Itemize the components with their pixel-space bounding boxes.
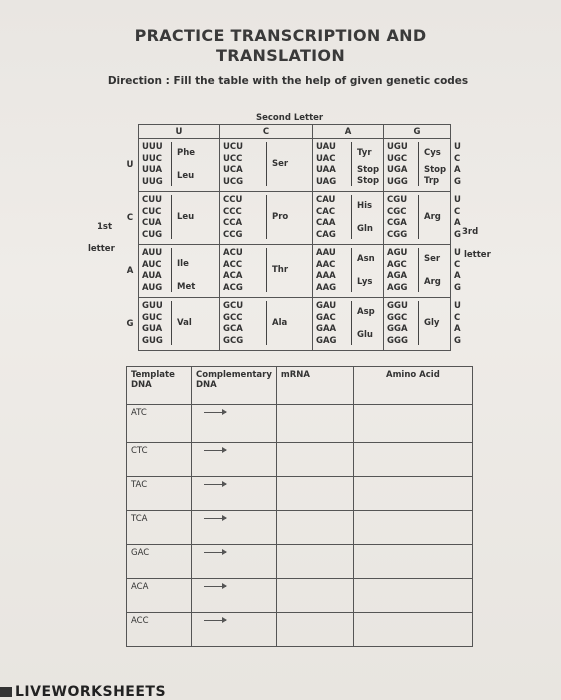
- third-letter-A: A: [454, 324, 461, 334]
- amino-acid-his: His: [357, 200, 373, 211]
- codon-CUA: CUA: [142, 218, 162, 228]
- third-letter-U: U: [454, 195, 461, 205]
- divider-line: [171, 142, 172, 186]
- amino-acid-stop: Stop: [357, 176, 380, 187]
- third-letter-U: U: [454, 248, 461, 258]
- codon-cell-CU: [139, 192, 220, 245]
- amino-acid-stop: Stop: [424, 164, 447, 175]
- template-dna-cell: TAC: [127, 477, 192, 511]
- amino-acid-cell[interactable]: [353, 477, 472, 511]
- codon-UUA: UUA: [142, 165, 163, 175]
- codon-GCA: GCA: [223, 324, 243, 334]
- row-header-G: G: [126, 319, 134, 329]
- template-dna-cell: TCA: [127, 511, 192, 545]
- codon-AGG: AGG: [387, 282, 408, 293]
- work-row: [127, 511, 473, 545]
- codon-UAA: UAA: [316, 165, 336, 175]
- mrna-cell[interactable]: [276, 579, 353, 613]
- codon-AAC: AAC: [316, 259, 336, 270]
- codon-ACG: ACG: [223, 282, 243, 293]
- arrow-icon: [204, 620, 226, 621]
- header-complementary-dna: Complementary DNA: [192, 367, 277, 405]
- codon-UGA: UGA: [387, 165, 408, 175]
- work-row: [127, 443, 473, 477]
- codon-AGC: AGC: [387, 259, 407, 270]
- amino-acid-cell[interactable]: [353, 613, 472, 647]
- codon-cell-AU: [139, 245, 220, 298]
- third-letter-label: 3rd: [462, 227, 479, 237]
- third-letter-G: G: [454, 282, 461, 293]
- footer-text: LIVEWORKSHEETS: [15, 684, 167, 700]
- codon-AUU: AUU: [142, 248, 163, 258]
- divider-line: [266, 301, 267, 345]
- codon-CGC: CGC: [387, 206, 407, 217]
- divider-line: [351, 142, 352, 186]
- complementary-dna-cell[interactable]: [192, 613, 277, 647]
- direction: [98, 74, 478, 88]
- direction-label: Direction :: [107, 75, 170, 87]
- third-letter-C: C: [454, 153, 461, 164]
- arrow-icon: [204, 484, 226, 485]
- codon-cell-AA: [313, 245, 384, 298]
- codon-ACC: ACC: [223, 259, 243, 270]
- codon-cell-UC: [220, 139, 313, 192]
- codon-GUA: GUA: [142, 324, 163, 334]
- amino-acid-cell[interactable]: [353, 405, 472, 443]
- title-line-2: TRANSLATION: [215, 46, 346, 65]
- amino-acid-stop: Stop: [357, 164, 380, 175]
- codon-CAA: CAA: [316, 218, 336, 228]
- divider-line: [171, 248, 172, 292]
- divider-line: [171, 195, 172, 239]
- codon-CCC: CCC: [223, 206, 242, 217]
- codon-cell-UU: [139, 139, 220, 192]
- arrow-icon: [204, 518, 226, 519]
- codon-UUU: UUU: [142, 142, 163, 152]
- row-header-U: U: [126, 160, 134, 170]
- work-row: [127, 545, 473, 579]
- mrna-cell[interactable]: [276, 405, 353, 443]
- divider-line: [351, 248, 352, 292]
- codon-AGA: AGA: [387, 271, 408, 281]
- direction-text: Fill the table with the help of given genetic codes: [173, 75, 469, 87]
- codon-UAG: UAG: [316, 176, 337, 187]
- codon-GAU: GAU: [316, 301, 337, 311]
- divider-line: [418, 248, 419, 292]
- codon-ACA: ACA: [223, 271, 243, 281]
- liveworksheets-logo-icon: [0, 687, 12, 697]
- amino-acid-gly: Gly: [424, 318, 440, 328]
- col-header-U: U: [139, 125, 220, 139]
- codon-AAG: AAG: [316, 282, 337, 293]
- mrna-cell[interactable]: [276, 511, 353, 545]
- codon-UGC: UGC: [387, 153, 408, 164]
- codon-cell-GA: [313, 298, 384, 351]
- amino-acid-leu: Leu: [177, 212, 195, 222]
- amino-acid-tyr: Tyr: [357, 147, 372, 158]
- amino-acid-cell[interactable]: [353, 443, 472, 477]
- mrna-cell[interactable]: [276, 443, 353, 477]
- third-letter-U: U: [454, 301, 461, 311]
- title-line-1: PRACTICE TRANSCRIPTION AND: [134, 26, 427, 45]
- codon-AUA: AUA: [142, 271, 162, 281]
- third-letter-C: C: [454, 259, 461, 270]
- mrna-cell[interactable]: [276, 545, 353, 579]
- arrow-icon: [204, 552, 226, 553]
- divider-line: [171, 301, 172, 345]
- codon-CUG: CUG: [142, 229, 163, 240]
- amino-acid-glu: Glu: [357, 329, 373, 340]
- complementary-dna-cell[interactable]: [192, 443, 277, 477]
- codon-UGG: UGG: [387, 176, 408, 187]
- codon-CAU: CAU: [316, 195, 336, 205]
- template-dna-cell: ACC: [127, 613, 192, 647]
- codon-UCA: UCA: [223, 165, 243, 175]
- codon-CAG: CAG: [316, 229, 336, 240]
- codon-CUC: CUC: [142, 206, 162, 217]
- third-letter-column: [451, 298, 464, 351]
- codon-cell-GU: [139, 298, 220, 351]
- divider-line: [266, 195, 267, 239]
- divider-line: [418, 301, 419, 345]
- third-letter-column: [451, 139, 464, 192]
- codon-table: [122, 124, 463, 351]
- codon-GCU: GCU: [223, 301, 244, 311]
- amino-acid-cell[interactable]: [353, 511, 472, 545]
- work-row: [127, 613, 473, 647]
- complementary-dna-cell[interactable]: [192, 477, 277, 511]
- third-letter-C: C: [454, 206, 461, 217]
- codon-cell-CG: [384, 192, 451, 245]
- codon-GAC: GAC: [316, 312, 336, 323]
- codon-cell-UG: [384, 139, 451, 192]
- codon-CCG: CCG: [223, 229, 243, 240]
- codon-UUC: UUC: [142, 153, 163, 164]
- amino-acid-asp: Asp: [357, 306, 375, 317]
- amino-acid-cell[interactable]: [353, 545, 472, 579]
- divider-line: [418, 142, 419, 186]
- third-letter-label-2: letter: [464, 250, 491, 260]
- work-table: [126, 366, 473, 647]
- arrow-icon: [204, 586, 226, 587]
- codon-GGU: GGU: [387, 301, 408, 311]
- amino-acid-trp: Trp: [424, 176, 440, 187]
- divider-line: [351, 195, 352, 239]
- header-template-dna: Template DNA: [127, 367, 192, 405]
- codon-GAA: GAA: [316, 324, 337, 334]
- amino-acid-cell[interactable]: [353, 579, 472, 613]
- codon-GGC: GGC: [387, 312, 408, 323]
- complementary-dna-cell[interactable]: [192, 405, 277, 443]
- codon-CGU: CGU: [387, 195, 408, 205]
- third-letter-column: [451, 245, 464, 298]
- corner-cell-right: [451, 125, 464, 139]
- work-row: [127, 405, 473, 443]
- codon-GAG: GAG: [316, 335, 337, 346]
- template-dna-cell: ACA: [127, 579, 192, 613]
- corner-cell: [122, 125, 139, 139]
- codon-UUG: UUG: [142, 176, 163, 187]
- third-letter-G: G: [454, 176, 461, 187]
- third-letter-A: A: [454, 271, 461, 281]
- codon-GUC: GUC: [142, 312, 163, 323]
- codon-AGU: AGU: [387, 248, 408, 258]
- third-letter-G: G: [454, 229, 461, 240]
- codon-UAU: UAU: [316, 142, 336, 152]
- header-amino-acid: Amino Acid: [353, 367, 472, 405]
- divider-line: [418, 195, 419, 239]
- amino-acid-ser: Ser: [424, 253, 441, 264]
- col-header-A: A: [313, 125, 384, 139]
- footer-brand: [0, 684, 166, 700]
- amino-acid-leu: Leu: [177, 170, 195, 181]
- amino-acid-pro: Pro: [272, 212, 289, 222]
- divider-line: [266, 248, 267, 292]
- first-letter-label-2: letter: [88, 244, 115, 254]
- amino-acid-phe: Phe: [177, 147, 196, 158]
- codon-UCC: UCC: [223, 153, 243, 164]
- codon-GUU: GUU: [142, 301, 163, 311]
- codon-GGG: GGG: [387, 335, 408, 346]
- amino-acid-val: Val: [177, 318, 192, 328]
- amino-acid-arg: Arg: [424, 212, 441, 222]
- amino-acid-met: Met: [177, 282, 196, 293]
- codon-cell-AG: [384, 245, 451, 298]
- complementary-dna-cell[interactable]: [192, 545, 277, 579]
- template-dna-cell: ATC: [127, 405, 192, 443]
- col-header-C: C: [220, 125, 313, 139]
- codon-GCC: GCC: [223, 312, 243, 323]
- codon-AUG: AUG: [142, 282, 163, 293]
- amino-acid-lys: Lys: [357, 276, 373, 287]
- codon-CUU: CUU: [142, 195, 163, 205]
- third-letter-G: G: [454, 335, 461, 346]
- amino-acid-ser: Ser: [272, 159, 289, 169]
- codon-UCG: UCG: [223, 176, 244, 187]
- codon-cell-AC: [220, 245, 313, 298]
- amino-acid-cys: Cys: [424, 147, 441, 158]
- codon-AAA: AAA: [316, 271, 336, 281]
- third-letter-C: C: [454, 312, 461, 323]
- mrna-cell[interactable]: [276, 477, 353, 511]
- arrow-icon: [204, 450, 226, 451]
- codon-CAC: CAC: [316, 206, 336, 217]
- template-dna-cell: CTC: [127, 443, 192, 477]
- amino-acid-ile: Ile: [177, 259, 189, 270]
- codon-AAU: AAU: [316, 248, 336, 258]
- arrow-icon: [204, 412, 226, 413]
- codon-CGA: CGA: [387, 218, 407, 228]
- template-dna-cell: GAC: [127, 545, 192, 579]
- codon-GUG: GUG: [142, 335, 163, 346]
- codon-CCA: CCA: [223, 218, 243, 228]
- work-row: [127, 579, 473, 613]
- divider-line: [351, 301, 352, 345]
- header-mrna: mRNA: [276, 367, 353, 405]
- third-letter-A: A: [454, 218, 461, 228]
- codon-cell-UA: [313, 139, 384, 192]
- third-letter-A: A: [454, 165, 461, 175]
- complementary-dna-cell[interactable]: [192, 579, 277, 613]
- codon-UGU: UGU: [387, 142, 408, 152]
- amino-acid-arg: Arg: [424, 276, 441, 287]
- amino-acid-ala: Ala: [272, 318, 288, 328]
- codon-UCU: UCU: [223, 142, 244, 152]
- codon-cell-GG: [384, 298, 451, 351]
- mrna-cell[interactable]: [276, 613, 353, 647]
- first-letter-label: 1st: [97, 222, 113, 232]
- codon-ACU: ACU: [223, 248, 243, 258]
- codon-CCU: CCU: [223, 195, 243, 205]
- third-letter-column: [451, 192, 464, 245]
- row-header-C: C: [126, 213, 134, 223]
- amino-acid-asn: Asn: [357, 253, 375, 264]
- codon-GCG: GCG: [223, 335, 244, 346]
- codon-cell-CC: [220, 192, 313, 245]
- col-header-G: G: [384, 125, 451, 139]
- work-row: [127, 477, 473, 511]
- second-letter-label: Second Letter: [256, 113, 324, 123]
- codon-AUC: AUC: [142, 259, 162, 270]
- codon-GGA: GGA: [387, 324, 408, 334]
- divider-line: [266, 142, 267, 186]
- codon-cell-GC: [220, 298, 313, 351]
- codon-cell-CA: [313, 192, 384, 245]
- amino-acid-thr: Thr: [272, 265, 289, 275]
- third-letter-U: U: [454, 142, 461, 152]
- codon-UAC: UAC: [316, 153, 336, 164]
- amino-acid-gln: Gln: [357, 223, 373, 234]
- row-header-A: A: [126, 266, 134, 276]
- codon-CGG: CGG: [387, 229, 408, 240]
- complementary-dna-cell[interactable]: [192, 511, 277, 545]
